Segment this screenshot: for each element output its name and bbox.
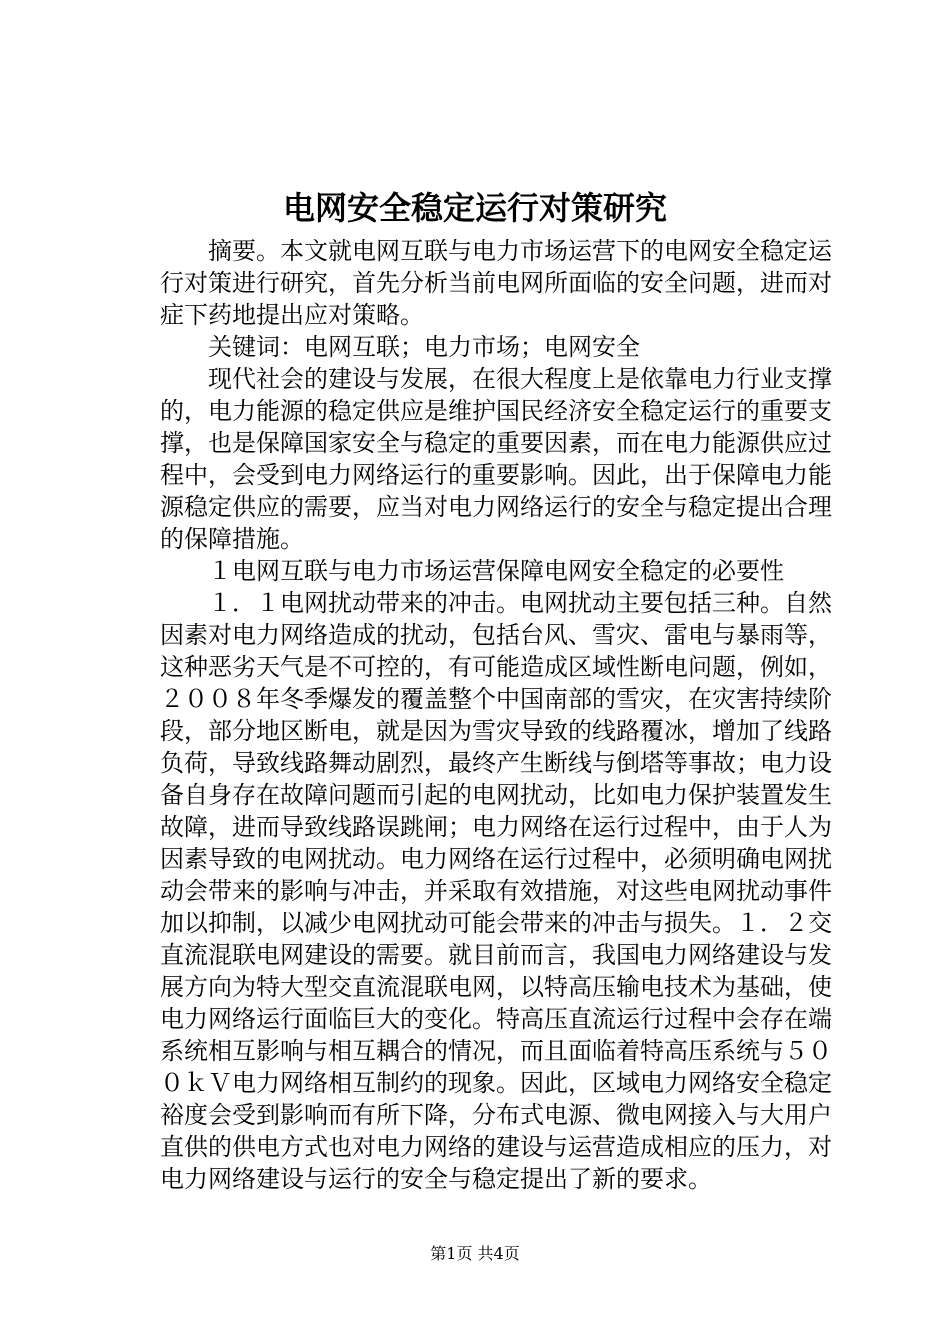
document-body [160, 235, 832, 1195]
abstract-paragraph: 摘要。本文就电网互联与电力市场运营下的电网安全稳定运行对策进行研究，首先分析当前电网所面临的安全问题，进而对症下药地提出应对策略。 [160, 237, 832, 329]
section-heading: １电网互联与电力市场运营保障电网安全稳定的必要性 [208, 557, 784, 585]
keywords-paragraph: 关键词：电网互联；电力市场；电网安全 [208, 333, 640, 361]
section-paragraph: １．１电网扰动带来的冲击。电网扰动主要包括三种。自然因素对电力网络造成的扰动，包括台风、雪灾、雷电与暴雨等，这种恶劣天气是不可控的，有可能造成区域性断电问题，例如，２００８年冬季爆发的覆盖整个中国南部的雪灾，在灾害持续阶段，部分地区断电，就是因为雪灾导致的线路覆冰，增加了线路负荷，导致线路舞动剧烈，最终产生断线与倒塔等事故；电力设备自身存在故障问题而引起的电网扰动，比如电力保护装置发生故障，进而导致线路误跳闸；电力网络在运行过程中，由于人为因素导致的电网扰动。电力网络在运行过程中，必须明确电网扰动会带来的影响与冲击，并采取有效措施，对这些电网扰动事件加以抑制，以减少电网扰动可能会带来的冲击与损失。１．２交直流混联电网建设的需要。就目前而言，我国电力网络建设与发展方向为特大型交直流混联电网，以特高压输电技术为基础，使电力网络运行面临巨大的变化。特高压直流运行过程中会存在端系统相互影响与相互耦合的情况，而且面临着特高压系统与５００ｋＶ电力网络相互制约的现象。因此，区域电力网络安全稳定裕度会受到影响而有所下降，分布式电源、微电网接入与大用户直供的供电方式也对电力网络的建设与运营造成相应的压力，对电力网络建设与运行的安全与稳定提出了新的要求。 [160, 589, 832, 1193]
intro-paragraph: 现代社会的建设与发展，在很大程度上是依靠电力行业支撑的，电力能源的稳定供应是维护国民经济安全稳定运行的重要支撑，也是保障国家安全与稳定的重要因素，而在电力能源供应过程中，会受到电力网络运行的重要影响。因此，出于保障电力能源稳定供应的需要，应当对电力网络运行的安全与稳定提出合理的保障措施。 [160, 365, 832, 553]
document-title: 电网安全稳定运行对策研究 [282, 189, 667, 227]
page-footer: 第1页 共4页 [430, 1244, 520, 1263]
